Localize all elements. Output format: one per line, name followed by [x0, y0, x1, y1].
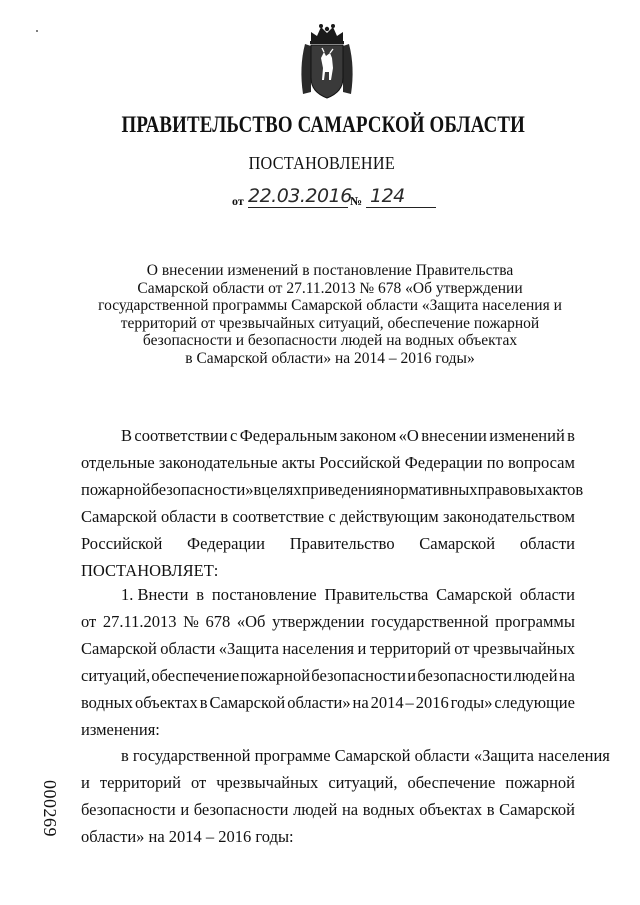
- subject-line: в Самарской области» на 2014 – 2016 годы»: [185, 349, 475, 367]
- subject-line: О внесении изменений в постановление Правительства: [146, 262, 514, 279]
- paragraph-preamble: [81, 422, 584, 584]
- word: постановление: [211, 585, 317, 604]
- text-line: Самарской области в соответствие с действующим законодательством: [81, 507, 575, 526]
- word: от: [190, 773, 207, 792]
- text-line: от 27.11.2013 № 678 «Об утверждении государственной программы: [81, 612, 575, 631]
- text-line: изменения:: [81, 720, 160, 739]
- text-line: [81, 581, 575, 608]
- word: области: [519, 534, 575, 553]
- word: пожарной: [505, 773, 575, 792]
- samara-coat-of-arms-icon: [297, 22, 357, 102]
- text-line: В соответствии с Федеральным законом «О внесении изменений в: [121, 426, 575, 445]
- text-line: безопасности и безопасности людей на водных объектах в Самарской: [81, 800, 575, 819]
- word: чрезвычайных: [216, 773, 319, 792]
- date-prefix: от: [232, 194, 244, 208]
- word: Самарской: [419, 534, 496, 553]
- text-line: Самарской области «Защита населения и территорий от чрезвычайных: [81, 639, 575, 658]
- organization-title: ПРАВИТЕЛЬСТВО САМАРСКОЙ ОБЛАСТИ: [121, 112, 525, 137]
- text-line: ПОСТАНОВЛЯЕТ:: [81, 561, 219, 580]
- number-value: 124: [370, 185, 405, 207]
- word: Российской: [81, 534, 163, 553]
- word: области: [519, 585, 575, 604]
- text-line: ситуаций, обеспечение пожарной безопасности и безопасности людей на: [81, 666, 575, 685]
- text-line: пожарной безопасности» в целях приведения нормативных правовых актов: [81, 480, 584, 499]
- date-value: 22.03.2016: [248, 185, 352, 207]
- word: Федерации: [187, 534, 265, 553]
- text-line: отдельные законодательные акты Российской Федерации по вопросам: [81, 453, 575, 472]
- scan-dot: [36, 30, 38, 32]
- document-type: ПОСТАНОВЛЕНИЕ: [248, 153, 396, 173]
- subject-line: Самарской области от 27.11.2013 № 678 «Об утверждении: [137, 279, 523, 297]
- word: и: [81, 773, 90, 792]
- word: в: [196, 585, 205, 604]
- word: территорий: [99, 773, 181, 792]
- word: ситуаций,: [328, 773, 398, 792]
- paragraph-changes: [81, 742, 610, 850]
- text-line: области» на 2014 – 2016 годы:: [81, 827, 294, 846]
- text-line: [81, 769, 575, 796]
- word: обеспечение: [407, 773, 496, 792]
- paragraph-item-1: [81, 581, 575, 743]
- side-serial-number: 000269: [40, 780, 60, 837]
- word: 1. Внести: [121, 585, 189, 604]
- document-subject: [80, 262, 580, 367]
- text-line: водных объектах в Самарской области» на 2014 – 2016 годы» следующие: [81, 693, 575, 712]
- subject-line: безопасности и безопасности людей на водных объектах: [142, 332, 518, 349]
- text-line: [81, 530, 575, 557]
- date-number-line: [232, 187, 452, 211]
- subject-line: территорий от чрезвычайных ситуаций, обеспечение пожарной: [120, 314, 540, 332]
- word: Самарской: [436, 585, 512, 604]
- word: Правительства: [324, 585, 429, 604]
- number-prefix: №: [350, 194, 363, 208]
- text-line: в государственной программе Самарской области «Защита населения: [121, 746, 610, 765]
- subject-line: государственной программы Самарской области «Защита населения и: [98, 297, 562, 314]
- word: Правительство: [289, 534, 395, 553]
